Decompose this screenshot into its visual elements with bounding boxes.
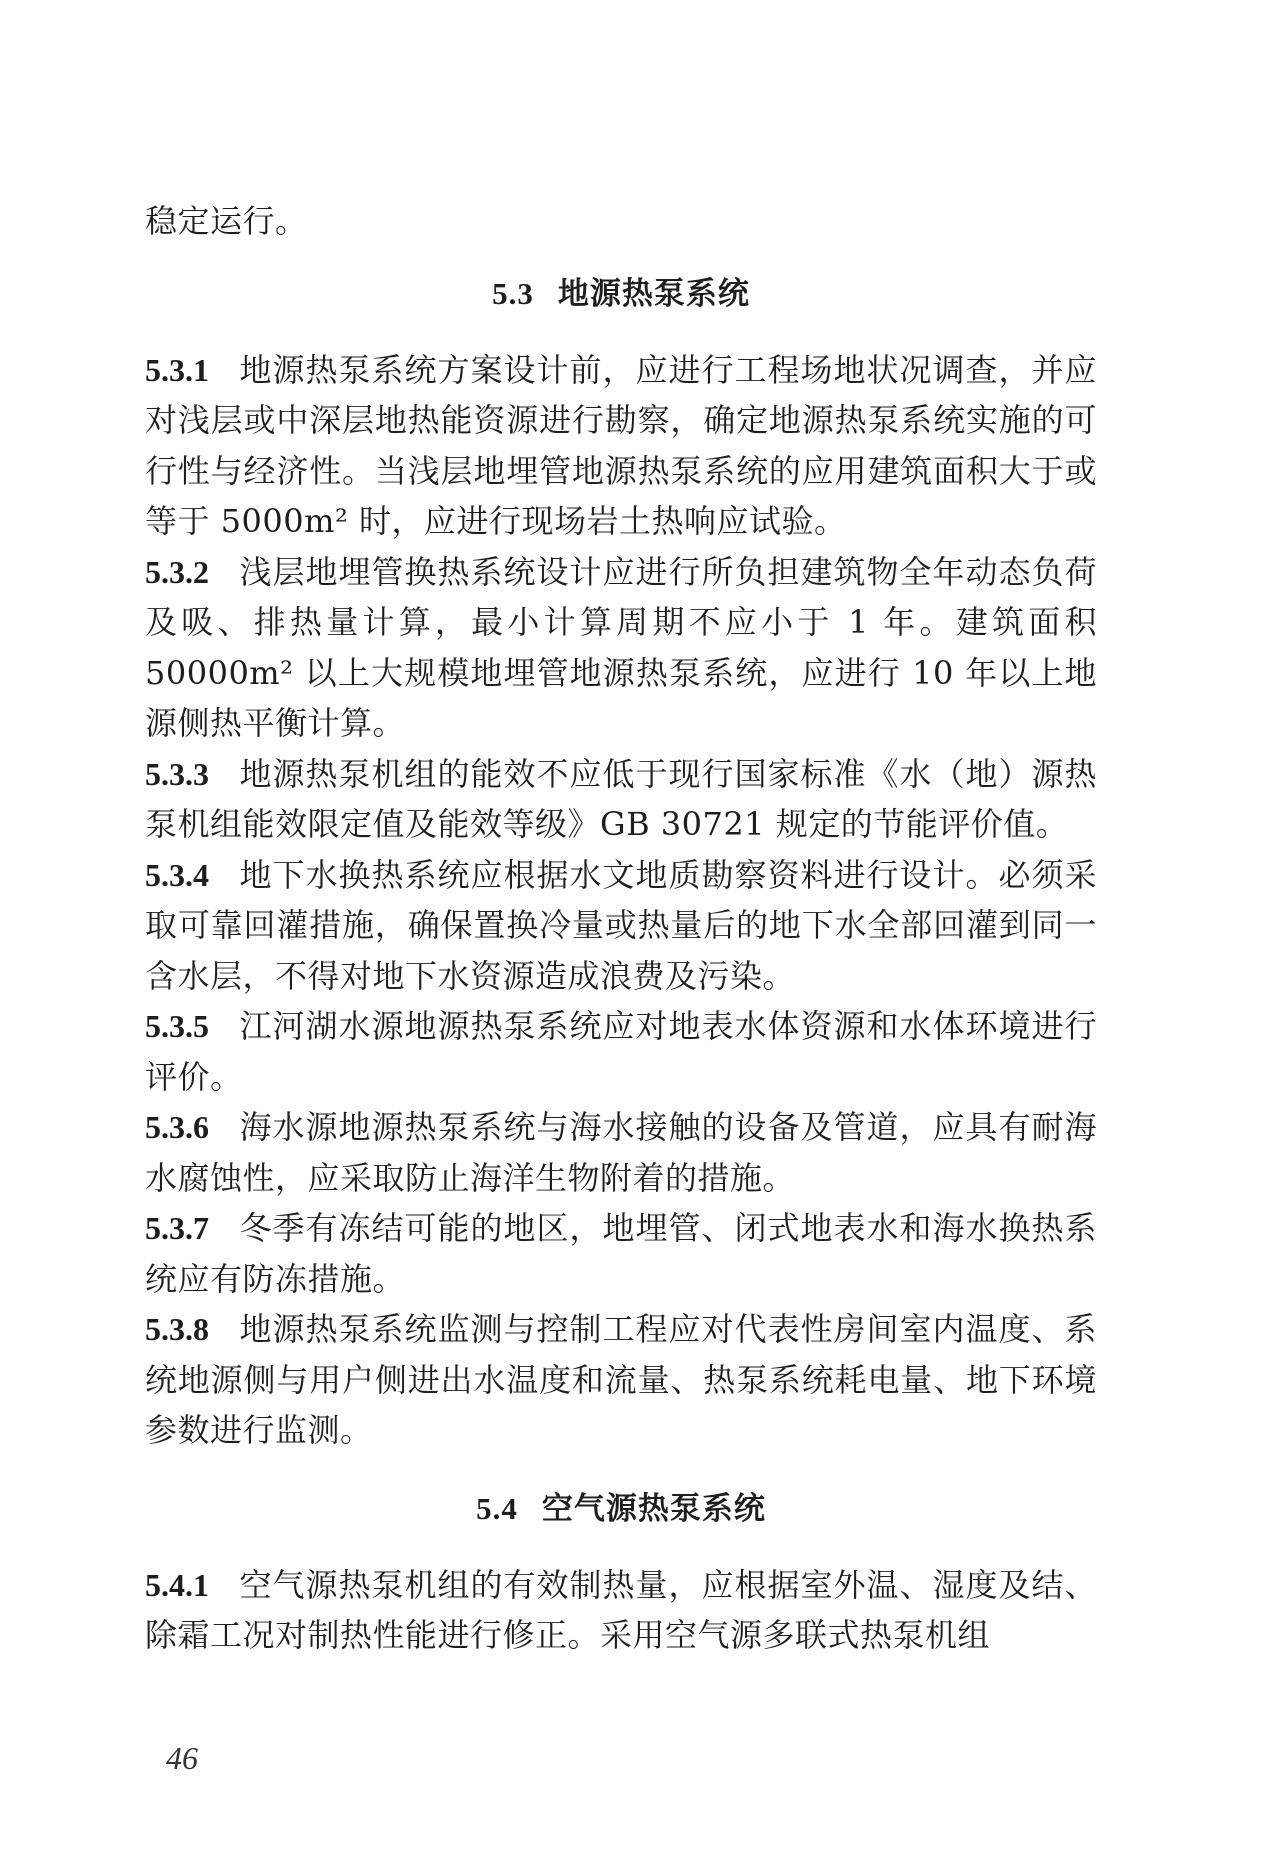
clause-number: 5.3.7	[145, 1210, 209, 1246]
clause-5-4-1	[145, 1560, 1097, 1661]
section-number: 5.3	[492, 275, 534, 311]
clause-number: 5.3.3	[145, 755, 209, 792]
clause-number: 5.4.1	[145, 1566, 209, 1603]
page-content	[145, 196, 1097, 1661]
clause-text: 地源热泵系统方案设计前，应进行工程场地状况调查，并应对浅层或中深层地热能资源进行勘察，确定地源热泵系统实施的可行性与经济性。当浅层地埋管地源热泵系统的应用建筑面积大于或等于 5000m² 时，应进行现场岩土热响应试验。	[145, 350, 1097, 540]
clause-5-3-7	[145, 1203, 1097, 1304]
clause-number: 5.3.5	[145, 1008, 209, 1044]
clause-5-3-6	[145, 1102, 1097, 1203]
clause-text: 地源热泵系统监测与控制工程应对代表性房间室内温度、系统地源侧与用户侧进出水温度和流量、热泵系统耗电量、地下环境参数进行监测。	[145, 1310, 1097, 1449]
clause-text: 江河湖水源地源热泵系统应对地表水体资源和水体环境进行评价。	[145, 1007, 1097, 1096]
clause-text: 空气源热泵机组的有效制热量，应根据室外温、湿度及结、除霜工况对制热性能进行修正。采用空气源多联式热泵机组	[145, 1565, 1097, 1654]
clause-text: 浅层地埋管换热系统设计应进行所负担建筑物全年动态负荷及吸、排热量计算，最小计算周期不应小于 1 年。建筑面积 50000m² 以上大规模地埋管地源热泵系统，应进行 10 年以上地源侧热平衡计算。	[145, 552, 1097, 742]
clause-5-3-8	[145, 1304, 1097, 1456]
clause-5-3-2	[145, 547, 1097, 749]
clause-number: 5.3.6	[145, 1109, 209, 1145]
intro-paragraph	[145, 196, 1097, 247]
clause-text: 地源热泵机组的能效不应低于现行国家标准《水（地）源热泵机组能效限定值及能效等级》GB 30721 规定的节能评价值。	[145, 754, 1097, 843]
section-heading-5-4	[145, 1484, 1097, 1534]
clause-5-3-5	[145, 1001, 1097, 1102]
clause-text: 海水源地源热泵系统与海水接触的设备及管道，应具有耐海水腐蚀性，应采取防止海洋生物附着的措施。	[145, 1108, 1097, 1197]
clause-5-3-3	[145, 749, 1097, 850]
clause-number: 5.3.4	[145, 856, 209, 893]
clause-5-3-4	[145, 850, 1097, 1002]
clause-5-3-1	[145, 345, 1097, 547]
clause-number: 5.3.2	[145, 553, 209, 590]
clause-text: 冬季有冻结可能的地区，地埋管、闭式地表水和海水换热系统应有防冻措施。	[145, 1209, 1097, 1298]
clause-number: 5.3.1	[145, 351, 209, 388]
clause-number: 5.3.8	[145, 1311, 209, 1347]
section-heading-5-3	[145, 269, 1097, 319]
intro-text: 稳定运行。	[145, 202, 308, 240]
section-number: 5.4	[476, 1490, 518, 1526]
section-title-text: 空气源热泵系统	[541, 1490, 766, 1527]
clause-text: 地下水换热系统应根据水文地质勘察资料进行设计。必须采取可靠回灌措施，确保置换冷量或热量后的地下水全部回灌到同一含水层，不得对地下水资源造成浪费及污染。	[145, 855, 1097, 995]
section-title-text: 地源热泵系统	[557, 275, 750, 312]
page-number: 46	[166, 1740, 198, 1776]
